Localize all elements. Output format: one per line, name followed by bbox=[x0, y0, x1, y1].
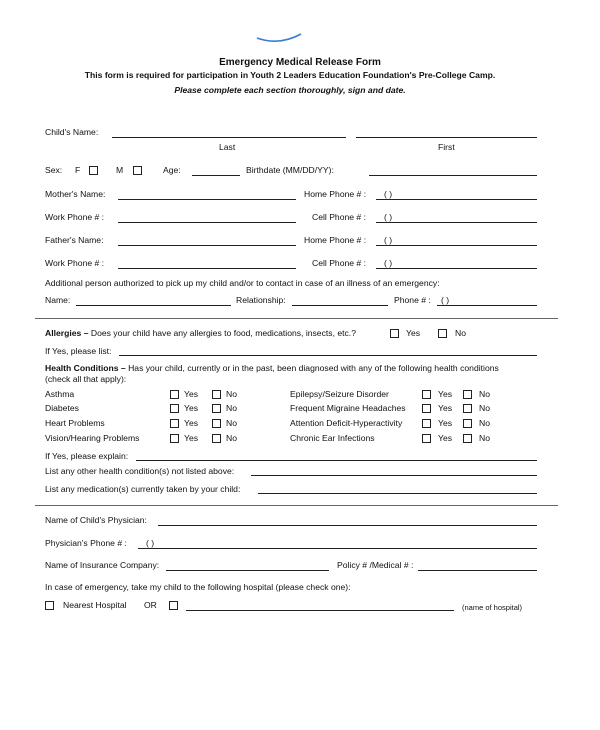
health-left-2-yes-label: Yes bbox=[184, 418, 199, 428]
health-left-1-label: Diabetes bbox=[45, 403, 79, 413]
mother-cell-phone-label: Cell Phone # : bbox=[312, 212, 366, 222]
other-conditions-label: List any other health condition(s) not listed above: bbox=[45, 466, 235, 476]
health-right-2-no-label: No bbox=[479, 418, 490, 428]
relationship-field[interactable] bbox=[292, 305, 388, 306]
authorized-name-label: Name: bbox=[45, 295, 71, 305]
health-right-3-yes-checkbox[interactable] bbox=[422, 434, 431, 443]
health-right-0-no-label: No bbox=[479, 389, 490, 399]
physician-name-label: Name of Child's Physician: bbox=[45, 515, 147, 525]
health-left-1-yes-checkbox[interactable] bbox=[170, 404, 179, 413]
health-left-2-no-checkbox[interactable] bbox=[212, 419, 221, 428]
medications-field[interactable] bbox=[258, 493, 537, 494]
allergies-no-label: No bbox=[455, 328, 466, 338]
mother-cell-phone-field[interactable] bbox=[376, 222, 537, 223]
father-cell-phone-field[interactable] bbox=[376, 268, 537, 269]
child-first-name-field[interactable] bbox=[356, 137, 537, 138]
father-home-phone-field[interactable] bbox=[376, 245, 537, 246]
health-left-2-label: Heart Problems bbox=[45, 418, 105, 428]
sex-f-label: F bbox=[75, 165, 81, 175]
section-divider bbox=[35, 505, 558, 506]
section-divider bbox=[35, 318, 558, 319]
sex-label: Sex: bbox=[45, 165, 63, 175]
medications-label: List any medication(s) currently taken by your child: bbox=[45, 484, 241, 494]
mothers-name-label: Mother's Name: bbox=[45, 189, 106, 199]
health-right-2-label: Attention Deficit-Hyperactivity bbox=[290, 418, 403, 428]
child-last-name-field[interactable] bbox=[112, 137, 346, 138]
health-conditions-row bbox=[45, 363, 499, 374]
mother-home-phone-label: Home Phone # : bbox=[304, 189, 367, 199]
health-left-3-no-checkbox[interactable] bbox=[212, 434, 221, 443]
health-right-3-no-checkbox[interactable] bbox=[463, 434, 472, 443]
mother-home-phone-field[interactable] bbox=[376, 199, 537, 200]
policy-number-label: Policy # /Medical # : bbox=[337, 560, 414, 570]
or-label: OR bbox=[144, 600, 157, 610]
health-right-3-no-label: No bbox=[479, 433, 490, 443]
health-explain-field[interactable] bbox=[136, 460, 537, 461]
health-check-all-note: (check all that apply): bbox=[45, 374, 127, 384]
policy-number-field[interactable] bbox=[418, 570, 537, 571]
allergies-question: Does your child have any allergies to food, medications, insects, etc.? bbox=[90, 328, 356, 338]
last-label: Last bbox=[219, 142, 236, 152]
hospital-name-field[interactable] bbox=[186, 610, 454, 611]
form-instruction: Please complete each section thoroughly, sign and date. bbox=[174, 85, 406, 95]
mother-home-phone-paren: ( ) bbox=[384, 189, 393, 199]
allergies-yes-checkbox[interactable] bbox=[390, 329, 399, 338]
mother-work-phone-field[interactable] bbox=[118, 222, 296, 223]
fathers-name-label: Father's Name: bbox=[45, 235, 104, 245]
health-left-0-yes-label: Yes bbox=[184, 389, 199, 399]
sex-f-checkbox[interactable] bbox=[89, 166, 98, 175]
nearest-hospital-label: Nearest Hospital bbox=[63, 600, 127, 610]
health-left-1-yes-label: Yes bbox=[184, 403, 199, 413]
health-left-2-no-label: No bbox=[226, 418, 237, 428]
father-cell-phone-label: Cell Phone # : bbox=[312, 258, 366, 268]
fathers-name-field[interactable] bbox=[118, 245, 296, 246]
mothers-name-field[interactable] bbox=[118, 199, 296, 200]
insurance-company-field[interactable] bbox=[166, 570, 329, 571]
birthdate-field[interactable] bbox=[369, 175, 537, 176]
health-right-2-no-checkbox[interactable] bbox=[463, 419, 472, 428]
health-left-0-no-label: No bbox=[226, 389, 237, 399]
mother-work-phone-label: Work Phone # : bbox=[45, 212, 105, 222]
age-label: Age: bbox=[163, 165, 181, 175]
age-field[interactable] bbox=[192, 175, 240, 176]
form-subtitle: This form is required for participation in Youth 2 Leaders Education Foundation's Pre-College Camp. bbox=[84, 70, 496, 80]
health-left-1-no-checkbox[interactable] bbox=[212, 404, 221, 413]
health-right-3-yes-label: Yes bbox=[438, 433, 453, 443]
health-right-3-label: Chronic Ear Infections bbox=[290, 433, 375, 443]
health-conditions-label: Health Conditions – bbox=[45, 363, 126, 373]
health-right-2-yes-label: Yes bbox=[438, 418, 453, 428]
allergies-yes-label: Yes bbox=[406, 328, 421, 338]
health-right-1-yes-checkbox[interactable] bbox=[422, 404, 431, 413]
logo-swoosh bbox=[255, 30, 305, 44]
health-right-0-label: Epilepsy/Seizure Disorder bbox=[290, 389, 389, 399]
other-conditions-field[interactable] bbox=[251, 475, 537, 476]
health-right-1-label: Frequent Migraine Headaches bbox=[290, 403, 406, 413]
named-hospital-checkbox[interactable] bbox=[169, 601, 178, 610]
authorized-name-field[interactable] bbox=[76, 305, 231, 306]
birthdate-label: Birthdate (MM/DD/YY): bbox=[246, 165, 334, 175]
childs-name-label: Child's Name: bbox=[45, 127, 99, 137]
father-work-phone-field[interactable] bbox=[118, 268, 296, 269]
physician-phone-field[interactable] bbox=[138, 548, 537, 549]
father-home-phone-label: Home Phone # : bbox=[304, 235, 367, 245]
health-left-0-no-checkbox[interactable] bbox=[212, 390, 221, 399]
form-title: Emergency Medical Release Form bbox=[219, 57, 381, 68]
physician-phone-label: Physician's Phone # : bbox=[45, 538, 127, 548]
physician-phone-paren: ( ) bbox=[146, 538, 155, 548]
allergies-if-yes-label: If Yes, please list: bbox=[45, 346, 112, 356]
health-left-0-label: Asthma bbox=[45, 389, 75, 399]
sex-m-label: M bbox=[116, 165, 124, 175]
health-left-3-label: Vision/Hearing Problems bbox=[45, 433, 140, 443]
health-left-2-yes-checkbox[interactable] bbox=[170, 419, 179, 428]
allergies-no-checkbox[interactable] bbox=[438, 329, 447, 338]
nearest-hospital-checkbox[interactable] bbox=[45, 601, 54, 610]
allergies-row bbox=[45, 328, 356, 339]
health-if-yes-label: If Yes, please explain: bbox=[45, 451, 129, 461]
health-left-1-no-label: No bbox=[226, 403, 237, 413]
health-left-0-yes-checkbox[interactable] bbox=[170, 390, 179, 399]
health-right-1-no-checkbox[interactable] bbox=[463, 404, 472, 413]
health-right-1-yes-label: Yes bbox=[438, 403, 453, 413]
health-left-3-no-label: No bbox=[226, 433, 237, 443]
health-left-3-yes-label: Yes bbox=[184, 433, 199, 443]
health-right-2-yes-checkbox[interactable] bbox=[422, 419, 431, 428]
mother-cell-phone-paren: ( ) bbox=[384, 212, 393, 222]
relationship-label: Relationship: bbox=[236, 295, 286, 305]
physician-name-field[interactable] bbox=[158, 525, 537, 526]
hospital-name-hint: (name of hospital) bbox=[462, 603, 523, 612]
father-work-phone-label: Work Phone # : bbox=[45, 258, 105, 268]
sex-m-checkbox[interactable] bbox=[133, 166, 142, 175]
father-cell-phone-paren: ( ) bbox=[384, 258, 393, 268]
health-right-0-yes-label: Yes bbox=[438, 389, 453, 399]
health-right-1-no-label: No bbox=[479, 403, 490, 413]
hospital-intro: In case of emergency, take my child to the following hospital (please check one): bbox=[45, 582, 351, 592]
authorized-person-intro: Additional person authorized to pick up my child and/or to contact in case of an illness of an emergency: bbox=[45, 278, 440, 288]
allergies-list-field[interactable] bbox=[119, 355, 537, 356]
health-left-3-yes-checkbox[interactable] bbox=[170, 434, 179, 443]
first-label: First bbox=[438, 142, 455, 152]
health-conditions-question: Has your child, currently or in the past, been diagnosed with any of the following health conditions bbox=[128, 363, 499, 373]
health-right-0-yes-checkbox[interactable] bbox=[422, 390, 431, 399]
allergies-label: Allergies – bbox=[45, 328, 89, 338]
health-right-0-no-checkbox[interactable] bbox=[463, 390, 472, 399]
authorized-phone-label: Phone # : bbox=[394, 295, 431, 305]
authorized-phone-paren: ( ) bbox=[441, 295, 450, 305]
insurance-company-label: Name of Insurance Company: bbox=[45, 560, 160, 570]
authorized-phone-field[interactable] bbox=[437, 305, 537, 306]
father-home-phone-paren: ( ) bbox=[384, 235, 393, 245]
